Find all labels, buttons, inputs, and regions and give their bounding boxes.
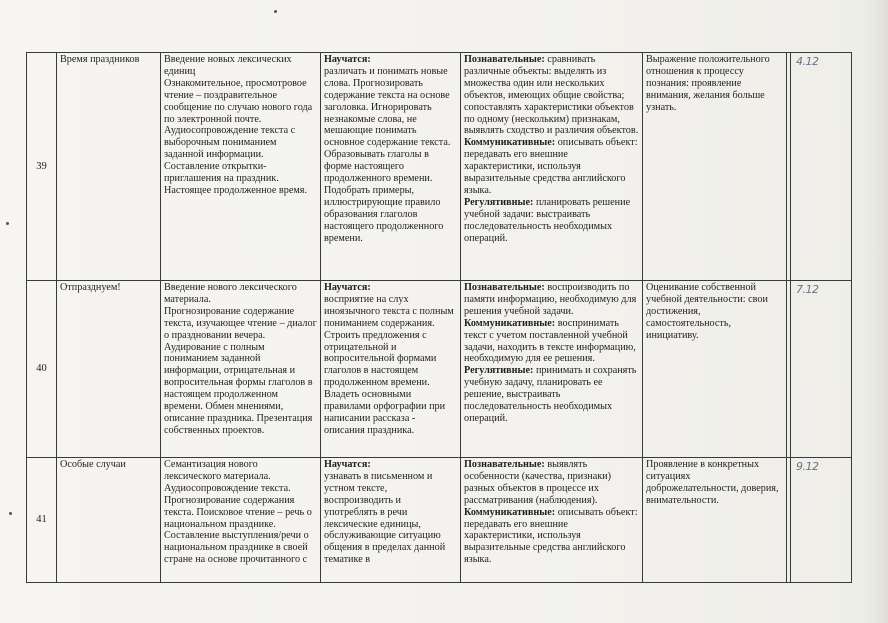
subject-results-label: Научатся:: [324, 282, 371, 293]
lesson-content: Введение нового лексического материала. Прогнозирование содержание текста, изучающее чтение – диалог о праздновании вечера. Аудирование с полным пониманием заданной информации, отрицательная и вопросительная формы глаголов в настоящем продолженном времени. Обмен мнениями, описание праздника. Презентация собственных проектов.: [164, 282, 317, 436]
handwritten-date: 7.12: [796, 283, 819, 296]
lesson-number: 40: [36, 363, 47, 375]
scan-speck: [6, 222, 9, 225]
handwritten-date: 4.12: [796, 55, 819, 68]
personal-results-text: Проявление в конкретных ситуациях доброжелательности, доверия, внимательности.: [646, 459, 779, 506]
lesson-content-cell: [161, 281, 321, 458]
table-row: [27, 53, 852, 281]
subject-results-text: различать и понимать новые слова. Прогнозировать содержание текста на основе заголовка. Игнорировать незнакомые слова, не мешающие понимать основное содержание текста. Образовывать глаголы в форме настоящего продолженного времени. Подобрать примеры, иллюстрирующие правило образования глаголов настоящего продолженного времени.: [324, 65, 451, 244]
subject-results-cell: [321, 53, 461, 281]
subject-results-label: Научатся:: [324, 54, 371, 65]
uud-item: [464, 197, 630, 244]
lesson-topic-cell: [57, 281, 161, 458]
uud-item: [464, 459, 611, 506]
lesson-number: 39: [36, 160, 47, 172]
subject-results-text: восприятие на слух иноязычного текста с полным пониманием содержания. Строить предложения с отрицательной и вопросительной формами глаголов в настоящем продолженном времени. Владеть основными правилами орфографии при написании рассказа - описания праздника.: [324, 293, 454, 436]
uud-item: [464, 318, 636, 365]
uud-text: описывать объект: передавать его внешние характеристики, используя выразительные средства английского языка.: [464, 506, 638, 566]
date-column-divider: [790, 281, 791, 457]
uud-text: воспринимать текст с учетом поставленной учебной задачи, находить в тексте информацию, необходимую для ее решения.: [464, 317, 636, 365]
uud-label: Регулятивные:: [464, 196, 534, 208]
page-fold-shadow: [860, 0, 888, 623]
uud-list: [464, 282, 639, 425]
uud-list: [464, 54, 639, 245]
lesson-content-cell: [161, 458, 321, 583]
uud-text: воспроизводить по памяти информацию, необходимую для решения учебной задачи.: [464, 282, 637, 317]
uud-label: Регулятивные:: [464, 365, 534, 377]
lesson-content: Введение новых лексических единиц Ознакомительное, просмотровое чтение – поздравительное сообщение по случаю нового года по электронной почте. Аудиосопровождение текста с выборочным пониманием заданной информации. Составление открытки-приглашения на праздник. Настоящее продолженное время.: [164, 54, 313, 196]
uud-item: [464, 365, 636, 424]
uud-label: Познавательные:: [464, 459, 545, 470]
uud-text: описывать объект: передавать его внешние характеристики, используя выразительные средства английского языка.: [464, 137, 638, 196]
lesson-topic-cell: [57, 458, 161, 583]
lesson-topic: Особые случаи: [60, 459, 126, 470]
uud-label: Коммуникативные:: [464, 137, 556, 149]
subject-results-cell: [321, 281, 461, 458]
lesson-topic: Время праздников: [60, 54, 140, 65]
lesson-content: Семантизация нового лексического материала. Аудиосопровождение текста. Прогнозирование содержания текста. Поисковое чтение – речь о национальном празднике. Составление выступления/речи о национальном празднике в своей стране на основе прочитанного с: [164, 459, 312, 566]
lesson-topic: Отпразднуем!: [60, 282, 121, 293]
date-column-divider: [790, 53, 791, 280]
personal-results-cell: [643, 458, 787, 583]
uud-cell: [461, 281, 643, 458]
scan-speck: [9, 512, 12, 515]
handwritten-date: 9.12: [796, 460, 819, 473]
lesson-number-cell: [27, 458, 57, 583]
uud-label: Коммуникативные:: [464, 317, 556, 329]
lesson-number-cell: [27, 53, 57, 281]
subject-results-label: Научатся:: [324, 459, 371, 470]
personal-results-cell: [643, 53, 787, 281]
lesson-topic-cell: [57, 53, 161, 281]
date-cell: [787, 281, 852, 458]
uud-cell: [461, 53, 643, 281]
date-cell: [787, 53, 852, 281]
uud-list: [464, 459, 639, 566]
uud-text: принимать и сохранять учебную задачу, планировать ее решение, выстраивать последовательность необходимых операций.: [464, 365, 637, 424]
uud-text: планировать решение учебной задачи: выстраивать последовательность необходимых операций.: [464, 196, 631, 244]
personal-results-text: Оценивание собственной учебной деятельности: свои достижения, самостоятельность, инициативу.: [646, 282, 768, 341]
uud-text: выявлять особенности (качества, признаки) разных объектов в процессе их рассматривания (наблюдения).: [464, 459, 612, 506]
uud-item: [464, 54, 638, 136]
uud-label: Познавательные:: [464, 282, 545, 293]
date-column-divider: [790, 458, 791, 582]
subject-results-text: узнавать в письменном и устном тексте, воспроизводить и употреблять в речи лексические единицы, обслуживающие ситуацию общения в пределах данной тематике в: [324, 470, 446, 566]
table-row: [27, 458, 852, 583]
uud-label: Познавательные:: [464, 54, 545, 65]
uud-label: Коммуникативные:: [464, 506, 556, 518]
table-row: [27, 281, 852, 458]
scan-speck: [274, 10, 277, 13]
uud-item: [464, 507, 638, 566]
date-cell: [787, 458, 852, 583]
lesson-number: 41: [36, 514, 47, 526]
personal-results-cell: [643, 281, 787, 458]
uud-cell: [461, 458, 643, 583]
lesson-content-cell: [161, 53, 321, 281]
uud-item: [464, 282, 636, 317]
subject-results-cell: [321, 458, 461, 583]
lesson-plan-table: [26, 52, 852, 583]
uud-item: [464, 137, 638, 196]
personal-results-text: Выражение положительного отношения к процессу познания: проявление внимания, желания больше узнать.: [646, 54, 770, 113]
lesson-number-cell: [27, 281, 57, 458]
uud-text: сравнивать различные объекты: выделять из множества один или нескольких объектов, имеющих общие свойства; сопоставлять характеристики объектов по одному (нескольким) признакам, выявлять сходство и различия объектов.: [464, 54, 639, 137]
